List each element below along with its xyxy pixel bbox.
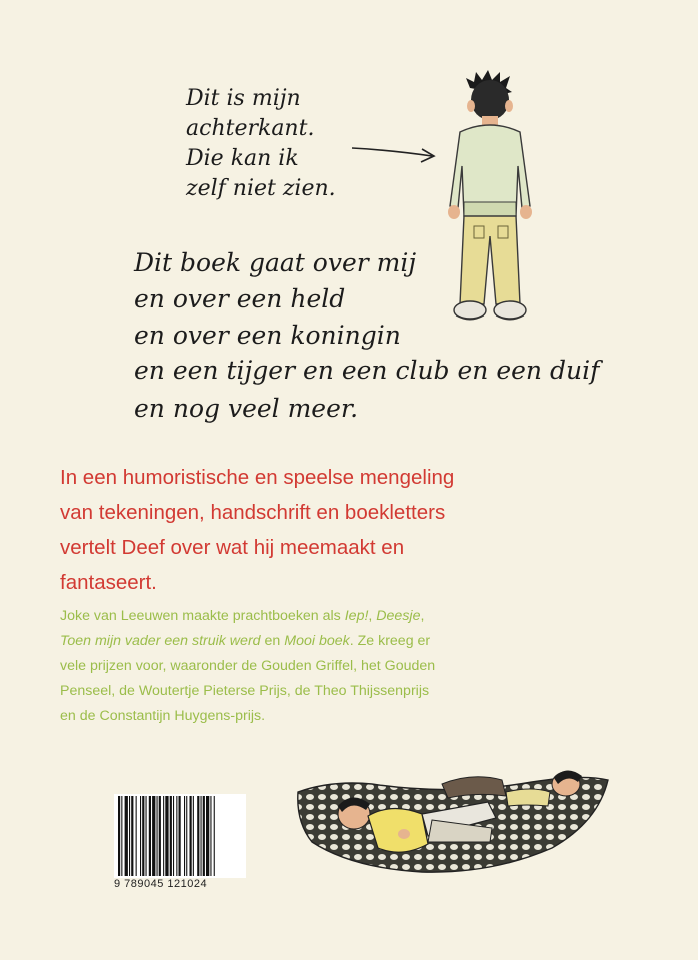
barcode-bar: [131, 796, 133, 876]
story-line-4: en een tijger en een club en een duif: [134, 356, 600, 385]
lying-children-illustration: [292, 762, 612, 882]
bio-line-4: Penseel, de Woutertje Pieterse Prijs, de Theo Thijssenprijs: [60, 683, 430, 699]
barcode-bar: [142, 796, 144, 876]
barcode-bar: [163, 796, 164, 876]
caption-line-4: zelf niet zien.: [186, 176, 336, 201]
blurb-text: [60, 460, 620, 600]
barcode-bar: [203, 796, 205, 876]
bio-text: . Ze kreeg er: [349, 633, 431, 649]
blurb-line: van tekeningen, handschrift en boekletters: [60, 501, 446, 524]
barcode-bar: [197, 796, 199, 876]
bio-line-1: [60, 604, 660, 629]
story-line-2: en over een held: [134, 284, 346, 313]
bio-line-5: en de Constantijn Huygens-prijs.: [60, 708, 266, 724]
barcode-bar: [206, 796, 209, 876]
barcode-bar: [140, 796, 141, 876]
barcode-bar: [152, 796, 155, 876]
caption-line-1: Dit is mijn: [186, 86, 301, 111]
bio-title: Iep!: [344, 608, 369, 624]
bio-line-3: vele prijzen voor, waaronder de Gouden Griffel, het Gouden: [60, 658, 436, 674]
barcode-bar: [179, 796, 181, 876]
bio-title: Mooi boek: [284, 633, 350, 649]
story-line-5: en nog veel meer.: [134, 394, 359, 423]
barcode-bar: [118, 796, 120, 876]
boy-back-illustration: [440, 66, 540, 328]
barcode-bar: [201, 796, 202, 876]
barcode-bar: [214, 796, 215, 876]
barcode-bar: [125, 796, 128, 876]
barcode-bar: [176, 796, 177, 876]
barcode-bar: [136, 796, 137, 876]
barcode-bar: [149, 796, 151, 876]
blurb-line: fantaseert.: [60, 571, 157, 594]
bio-text: Joke van Leeuwen maakte prachtboeken als: [60, 608, 345, 624]
barcode: [114, 794, 246, 878]
barcode-bar: [129, 796, 130, 876]
barcode-bar: [146, 796, 147, 876]
barcode-bar: [210, 796, 211, 876]
bio-title: Deesje: [376, 608, 421, 624]
story-line-3: en over een koningin: [134, 321, 401, 350]
barcode-bar: [186, 796, 187, 876]
story-line-1: Dit boek gaat over mij: [134, 248, 417, 277]
bio-text: en: [260, 633, 285, 649]
author-bio: [60, 604, 660, 729]
caption-line-3: Die kan ik: [186, 146, 299, 171]
blurb-line: vertelt Deef over wat hij meemaakt en: [60, 536, 405, 559]
barcode-bar: [157, 796, 158, 876]
bio-title: Toen mijn vader een struik werd: [60, 633, 261, 649]
bio-text: ,: [420, 608, 425, 624]
barcode-bar: [190, 796, 192, 876]
barcode-bar: [193, 796, 194, 876]
blurb-line: In een humoristische en speelse mengeling: [60, 466, 455, 489]
barcode-bar: [159, 796, 161, 876]
bio-text: ,: [368, 608, 377, 624]
barcode-bar: [121, 796, 122, 876]
barcode-number: 9 789045 121024: [114, 878, 208, 890]
barcode-bar: [165, 796, 168, 876]
arrow-icon: [350, 138, 440, 168]
barcode-bar: [173, 796, 174, 876]
barcode-bar: [184, 796, 185, 876]
barcode-bar: [170, 796, 172, 876]
caption-line-2: achterkant.: [186, 116, 315, 141]
bio-line-2: [60, 629, 660, 654]
